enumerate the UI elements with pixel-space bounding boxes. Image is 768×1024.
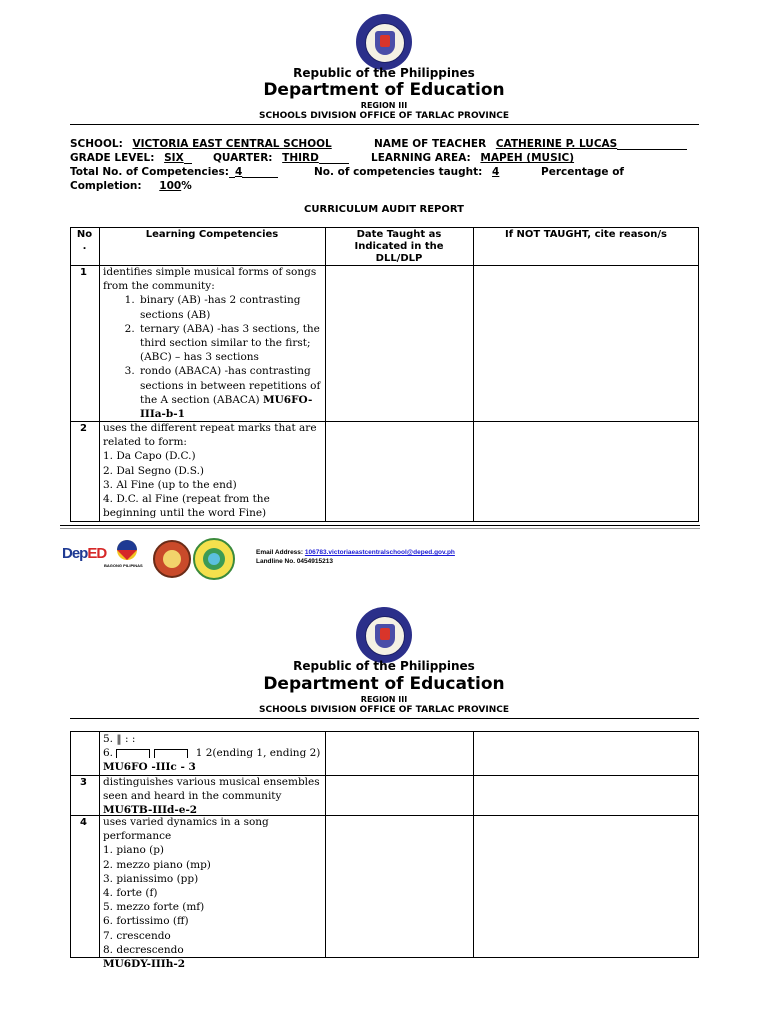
email-label: Email Address: — [256, 549, 304, 556]
school-seal-icon — [153, 540, 191, 578]
row-1-code: MU6FO-IIIa-b-1 — [140, 393, 313, 421]
taught-line — [314, 166, 499, 178]
grade-label: GRADE LEVEL: — [70, 152, 155, 164]
table-col-divider — [325, 731, 326, 958]
list-item: 1. Da Capo (D.C.) — [103, 450, 196, 463]
list-item: 2. Dal Segno (D.S.) — [103, 464, 205, 477]
header-date-taught: Date Taught as Indicated in the DLL/DLP — [354, 229, 444, 264]
taught-value: 4 — [492, 166, 500, 178]
header-competencies: Learning Competencies — [145, 229, 279, 240]
header-rule — [70, 718, 699, 719]
footer-rule — [60, 528, 700, 529]
row-4-code: MU6DY-IIIh-2 — [103, 958, 186, 971]
list-item: 2. mezzo piano (mp) — [103, 858, 211, 871]
row-2-competency — [103, 421, 323, 520]
taught-label: No. of competencies taught: — [314, 166, 483, 178]
total-value: 4 — [234, 166, 243, 178]
row-2-code: MU6FO -IIIc - 3 — [103, 761, 196, 774]
bagong-pilipinas-label: BAGONG PILIPINAS — [104, 563, 143, 568]
bagong-pilipinas-logo-icon — [108, 538, 146, 562]
landline-label: Landline No. — [256, 558, 295, 565]
header-no-line1: No — [76, 229, 93, 240]
grade-value: SIX — [164, 152, 184, 164]
percent-sign: % — [181, 180, 192, 192]
row-3-code: MU6TB-IIId-e-2 — [103, 804, 198, 817]
list-item: 3. Al Fine (up to the end) — [103, 478, 237, 491]
table-col-divider — [99, 731, 100, 958]
division-heading: SCHOOLS DIVISION OFFICE OF TARLAC PROVINCE — [259, 111, 509, 121]
table-col-divider — [473, 731, 474, 958]
header-no-line2: . — [82, 241, 87, 252]
region-heading: REGION III — [360, 101, 408, 110]
table-col-divider — [473, 227, 474, 522]
row-2-intro: uses the different repeat marks that are related to form: — [103, 422, 317, 449]
report-title: CURRICULUM AUDIT REPORT — [304, 204, 464, 215]
list-item — [103, 746, 323, 760]
division-seal-icon — [193, 538, 235, 580]
table-col-divider — [99, 227, 100, 522]
teacher-value: CATHERINE P. LUCAS — [495, 138, 618, 150]
deped-seal-icon — [356, 607, 412, 663]
row-3-competency — [103, 775, 323, 818]
quarter-label: QUARTER: — [213, 152, 273, 164]
row-3-text: distinguishes various musical ensembles seen and heard in the community — [103, 776, 320, 803]
row-4-intro: uses varied dynamics in a song performance — [103, 816, 269, 843]
republic-heading: Republic of the Philippines — [293, 66, 475, 80]
list-item: 7. crescendo — [103, 929, 171, 942]
list-item: 3. pianissimo (pp) — [103, 872, 199, 885]
row-2-continued — [103, 732, 323, 775]
total-competencies-line — [70, 166, 278, 178]
email-line — [256, 549, 455, 556]
quarter-value: THIRD — [282, 152, 319, 164]
grade-line — [70, 152, 192, 164]
completion-line — [70, 180, 192, 192]
deped-seal-icon — [356, 14, 412, 70]
quarter-line — [213, 152, 349, 164]
list-item: 8. decrescendo — [103, 943, 184, 956]
row-1-intro: identifies simple musical forms of songs from the community: — [103, 266, 317, 293]
row-4-number: 4 — [80, 817, 87, 828]
school-label: SCHOOL: — [70, 138, 123, 150]
email-link[interactable]: 106783.victoriaeastcentralschool@deped.gov.ph — [304, 549, 455, 556]
header-rule — [70, 124, 699, 125]
row-2-number: 2 — [80, 423, 87, 434]
teacher-line — [374, 138, 687, 150]
row-4-competency — [103, 815, 323, 971]
list-item: 5. ‖ : : — [103, 733, 136, 745]
list-item: 1. piano (p) — [103, 844, 165, 857]
department-heading: Department of Education — [263, 674, 505, 694]
completion-value: 100 — [159, 180, 182, 192]
school-line — [70, 138, 332, 150]
row-3-number: 3 — [80, 777, 87, 788]
list-item: 4. D.C. al Fine (repeat from the beginning until the word Fine) — [103, 493, 270, 520]
list-item: 5. mezzo forte (mf) — [103, 901, 205, 914]
list-item: 4. forte (f) — [103, 887, 158, 900]
row-1-number: 1 — [80, 267, 87, 278]
landline-line — [256, 558, 333, 565]
table-col-divider — [325, 227, 326, 522]
footer-rule — [60, 525, 700, 526]
total-label: Total No. of Competencies: — [70, 166, 229, 178]
header-no — [70, 229, 99, 253]
row-1-competency — [103, 265, 323, 421]
list-item-suffix: 1 2(ending 1, ending 2) — [195, 747, 321, 760]
list-item — [138, 364, 323, 421]
list-item: 6. fortissimo (ff) — [103, 915, 189, 928]
division-heading: SCHOOLS DIVISION OFFICE OF TARLAC PROVINCE — [259, 705, 509, 715]
deped-logo: DepED — [62, 545, 107, 562]
region-heading: REGION III — [360, 695, 408, 704]
list-item-prefix: 6. — [103, 747, 114, 760]
header-reason: If NOT TAUGHT, cite reason/s — [505, 229, 667, 240]
republic-heading: Republic of the Philippines — [293, 659, 475, 673]
learning-area-line — [371, 152, 574, 164]
row-1-list — [103, 293, 323, 421]
list-item: 2. ternary (ABA) -has 3 sections, the third section similar to the first; (ABC) – has 3 sections — [138, 322, 323, 365]
teacher-label: NAME OF TEACHER — [374, 138, 487, 150]
learning-area-value: MAPEH (MUSIC) — [480, 152, 575, 164]
list-item-text: rondo (ABACA) -has contrasting sections in between repetitions of the A section (ABACA) — [140, 365, 321, 406]
completion-label: Completion: — [70, 180, 142, 192]
list-item: 1. binary (AB) -has 2 contrasting sections (AB) — [138, 293, 323, 321]
landline-value: 0454915213 — [296, 558, 333, 565]
percentage-label: Percentage of — [541, 166, 624, 178]
school-value: VICTORIA EAST CENTRAL SCHOOL — [132, 138, 332, 150]
learning-area-label: LEARNING AREA: — [371, 152, 471, 164]
department-heading: Department of Education — [263, 80, 505, 100]
